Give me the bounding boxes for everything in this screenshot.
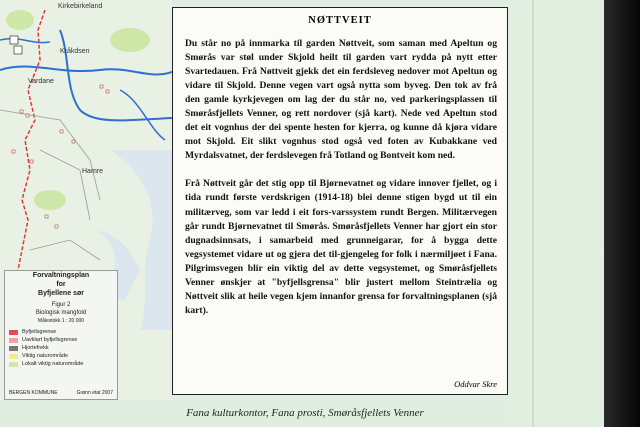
legend-item bbox=[9, 344, 117, 352]
map-label-hamre: Hamre bbox=[82, 168, 104, 175]
credits-footer: Fana kulturkontor, Fana prosti, Smøråsfjellets Venner bbox=[186, 407, 424, 419]
legend-footer bbox=[9, 390, 113, 396]
map-label-krakdsen: Kråkdsen bbox=[60, 48, 90, 55]
legend-item bbox=[9, 328, 117, 336]
map-legend bbox=[4, 270, 118, 400]
text-panel bbox=[172, 7, 508, 395]
legend-swatch bbox=[9, 330, 18, 335]
legend-item-label: Uavklart byfjellsgrense bbox=[22, 337, 78, 343]
paragraph-1: Du står no på innmarka til garden Nøttveit, som saman med Apeltun og Smørås var støl under Skjold heilt til garden vart rydda på nytt etter Svartedauen. Frå Nøttveit gjekk det ein ferdsleveg nedover mot Apeltun og vidare til Skjold. Denne vegen vart også nytta som byveg. Den tok av frå den gamle kyrkjevegen om lag der du står no, ved parkeringsplassen til Smøråsfjellets Venner, og rett nordover (sjå kart). Nede ved Apeltun stod det eit vognhus der dei spente hesten for kjerra, og kunne då kjøra vidare mot Skjold. Eit slikt vognhus stod også ved foten av Kubakkane ved Myrdalsvatnet, der ferdslevegen frå Totland og Bontveit kom ned. bbox=[185, 38, 497, 162]
legend-title-3: Byfjellene sør bbox=[38, 290, 84, 297]
legend-item-label: Viktig naturområde bbox=[22, 353, 69, 359]
legend-swatch bbox=[9, 346, 18, 351]
legend-item-label: Hjortefrekk bbox=[22, 345, 49, 351]
legend-title-1: Forvaltningsplan bbox=[32, 272, 90, 279]
paragraph-2: Frå Nøttveit går det stig opp til Bjørnevatnet og vidare innover fjellet, og i tida rundt første verdskrigen (1914-18) blei denne stigen bygd ut til ein militærveg, som var ledd i eit fors-varssystem rundt Bergen. Militærvegen går rundt Bjørnevatnet til Smørås. Smøråsfjellets Venner har gjort ein stor dugnadsinnsats, i samarbeid med grunneigarar, for å bygga dette vegsystemet vidare ut og gjera det til-gjengeleg for folk i nærmiljøet i Fana. Pilgrimsvegen blir ein viktig del av dette vegsystemet, og Smøråsfjellets Venner ønskjer at "byfjellsgrensa" blir justert mellom Steintrælia og Nøttveit slik at heile vegen kjem innanfor grensa for forvaltningsplanen (sjå kart). bbox=[185, 178, 497, 316]
right-margin bbox=[506, 0, 604, 427]
right-margin-line bbox=[532, 0, 534, 427]
legend-figure: Figur 2 bbox=[51, 302, 71, 308]
legend-figure-subtitle: Biologisk mangfold bbox=[35, 310, 87, 316]
legend-item bbox=[9, 336, 117, 344]
board-edge bbox=[604, 0, 640, 427]
legend-item-label: Lokalt viktig naturområde bbox=[22, 361, 84, 367]
legend-swatch bbox=[9, 354, 18, 359]
legend-item bbox=[9, 360, 117, 368]
legend-scale: Målestokk 1 : 20 000 bbox=[37, 318, 85, 324]
map-label-vardane: Vardane bbox=[28, 78, 54, 85]
legend-footer-right: Grønn etat 2007 bbox=[76, 390, 113, 396]
legend-swatch bbox=[9, 338, 18, 343]
panel-title: NØTTVEIT bbox=[308, 15, 372, 26]
legend-footer-left: BERGEN KOMMUNE bbox=[9, 390, 58, 396]
map bbox=[0, 0, 172, 400]
legend-title-2: for bbox=[56, 281, 66, 288]
legend-item bbox=[9, 352, 117, 360]
map-label-kirkebirkeland: Kirkebirkeland bbox=[58, 3, 103, 10]
legend-item-label: Byfjellsgrense bbox=[22, 329, 57, 335]
legend-swatch bbox=[9, 362, 18, 367]
signature: Oddvar Skre bbox=[454, 379, 497, 389]
